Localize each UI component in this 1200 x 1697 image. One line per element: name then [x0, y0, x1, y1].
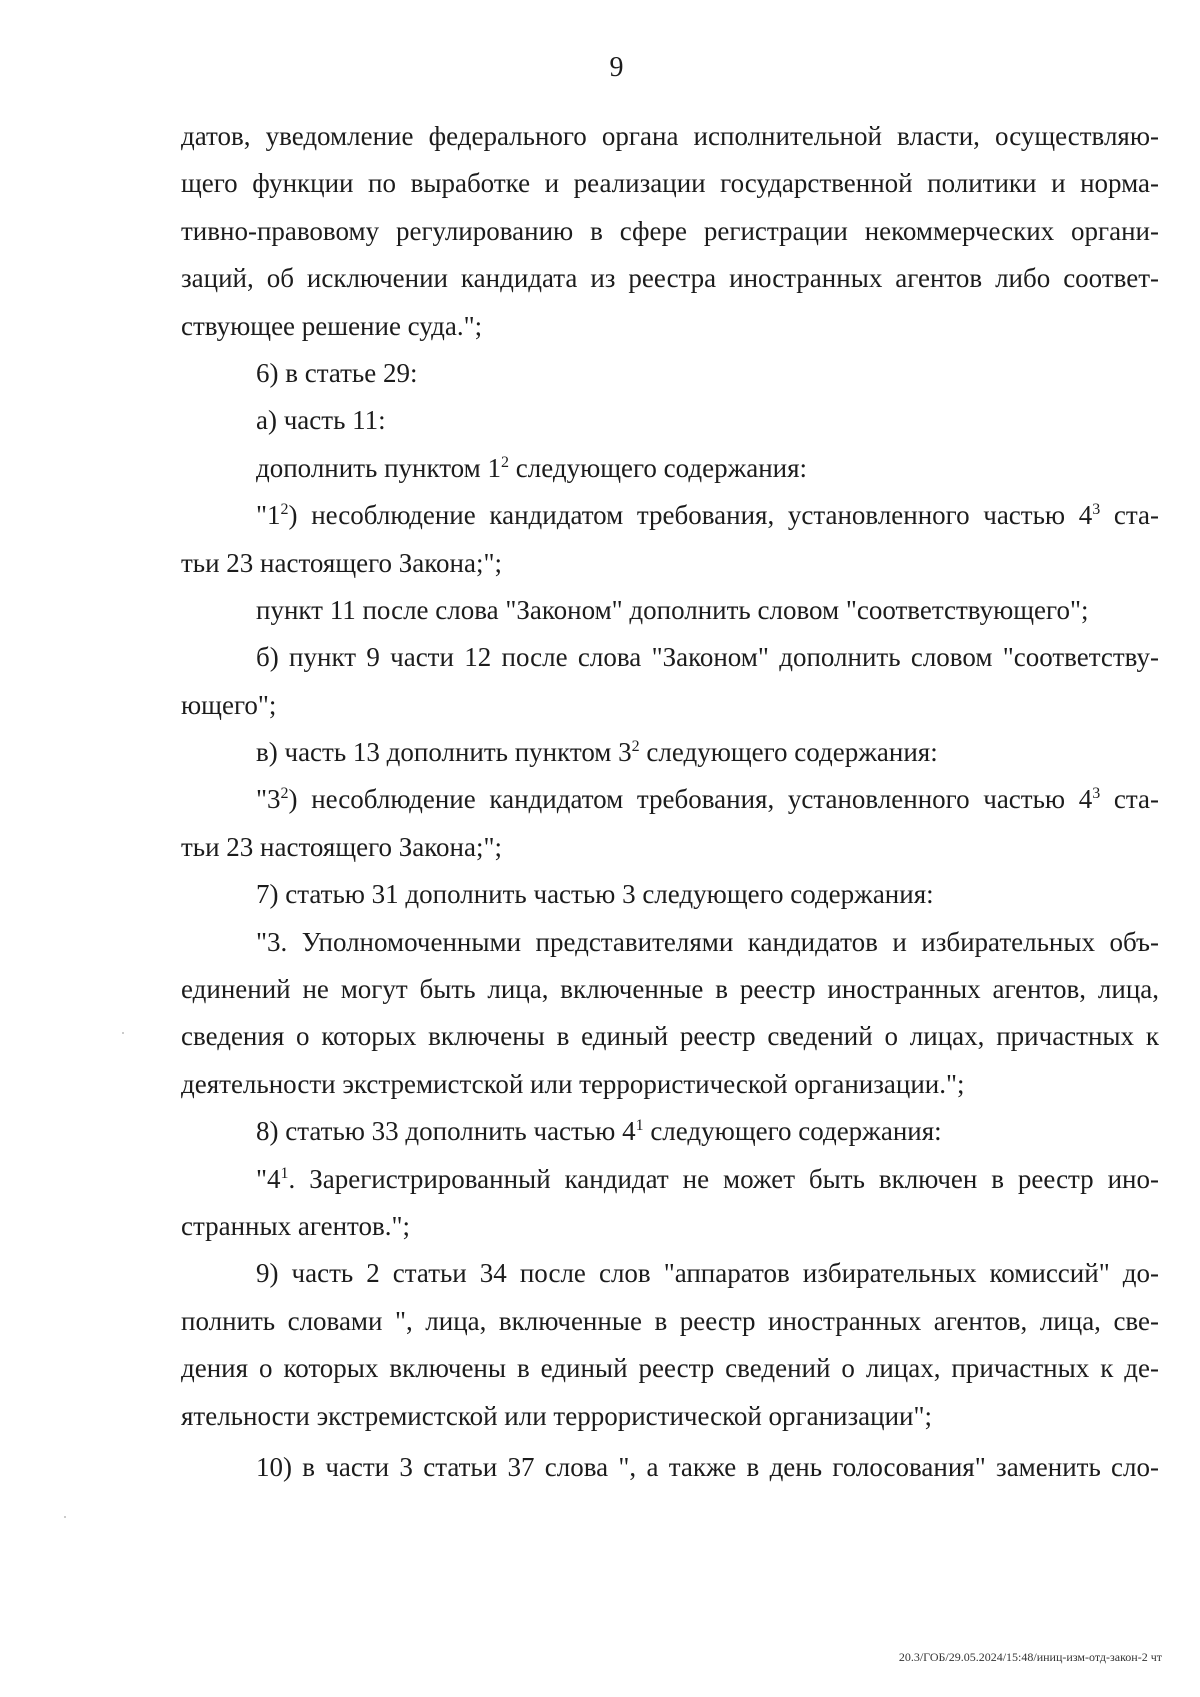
text-line: "$3^2$) несоблюдение кандидатом требования, установленного частью $4^3$ ста- [256, 784, 1159, 815]
text-line: деятельности экстремистской или террористической организации."; [181, 1068, 965, 1099]
text-line: полнить словами ", лица, включенные в реестр иностранных агентов, лица, све- [181, 1305, 1159, 1336]
text-line: единений не могут быть лица, включенные в реестр иностранных агентов, лица, [181, 974, 1159, 1005]
text-line: странных агентов."; [181, 1210, 410, 1241]
text-line: ющего"; [181, 689, 277, 720]
text-line: дения о которых включены в единый реестр сведений о лицах, причастных к де- [181, 1353, 1159, 1384]
text-line: б) пункт 9 части 12 после слова "Законом" дополнить словом "соответству- [256, 642, 1159, 673]
document-body [181, 113, 1159, 1491]
text-line: 7) статью 31 дополнить частью 3 следующего содержания: [256, 879, 934, 910]
text-line: в) часть 13 дополнить пунктом $3^2$ следующего содержания: [256, 737, 938, 768]
text-line: "$1^2$) несоблюдение кандидатом требования, установленного частью $4^3$ ста- [256, 500, 1159, 531]
text-line: 10) в части 3 статьи 37 слова ", а также в день голосования" заменить сло- [256, 1451, 1159, 1482]
scan-speck [64, 1516, 66, 1518]
text-line: 6) в статье 29: [256, 357, 418, 388]
text-line: ствующее решение суда."; [181, 310, 483, 341]
text-line: дополнить пунктом $1^2$ следующего содержания: [256, 452, 808, 483]
text-line: 8) статью 33 дополнить частью $4^1$ следующего содержания: [256, 1116, 942, 1147]
text-line: тивно-правовому регулированию в сфере регистрации некоммерческих органи- [181, 215, 1159, 246]
text-line: датов, уведомление федерального органа исполнительной власти, осуществляю- [181, 121, 1159, 151]
text-line: "$4^1$. Зарегистрированный кандидат не может быть включен в реестр ино- [256, 1163, 1159, 1194]
text-line: ятельности экстремистской или террористической организации"; [181, 1400, 933, 1431]
document-footer-code: 20.3/ГОБ/29.05.2024/15:48/иниц-изм-отд-закон-2 чт [898, 1650, 1162, 1664]
text-line: тьи 23 настоящего Закона;"; [181, 547, 502, 578]
scan-speck [122, 1032, 124, 1034]
text-line: а) часть 11: [256, 405, 386, 436]
text-line: заций, об исключении кандидата из реестра иностранных агентов либо соответ- [181, 263, 1159, 294]
text-line: щего функции по выработке и реализации государственной политики и норма- [181, 168, 1159, 199]
text-line: 9) часть 2 статьи 34 после слов "аппаратов избирательных комиссий" до- [256, 1258, 1159, 1289]
text-line: тьи 23 настоящего Закона;"; [181, 831, 502, 862]
text-line: "3. Уполномоченными представителями кандидатов и избирательных объ- [256, 926, 1159, 957]
text-line: сведения о которых включены в единый реестр сведений о лицах, причастных к [181, 1021, 1159, 1052]
page-number: 9 [609, 52, 624, 83]
text-line: пункт 11 после слова "Законом" дополнить словом "соответствующего"; [256, 594, 1089, 625]
